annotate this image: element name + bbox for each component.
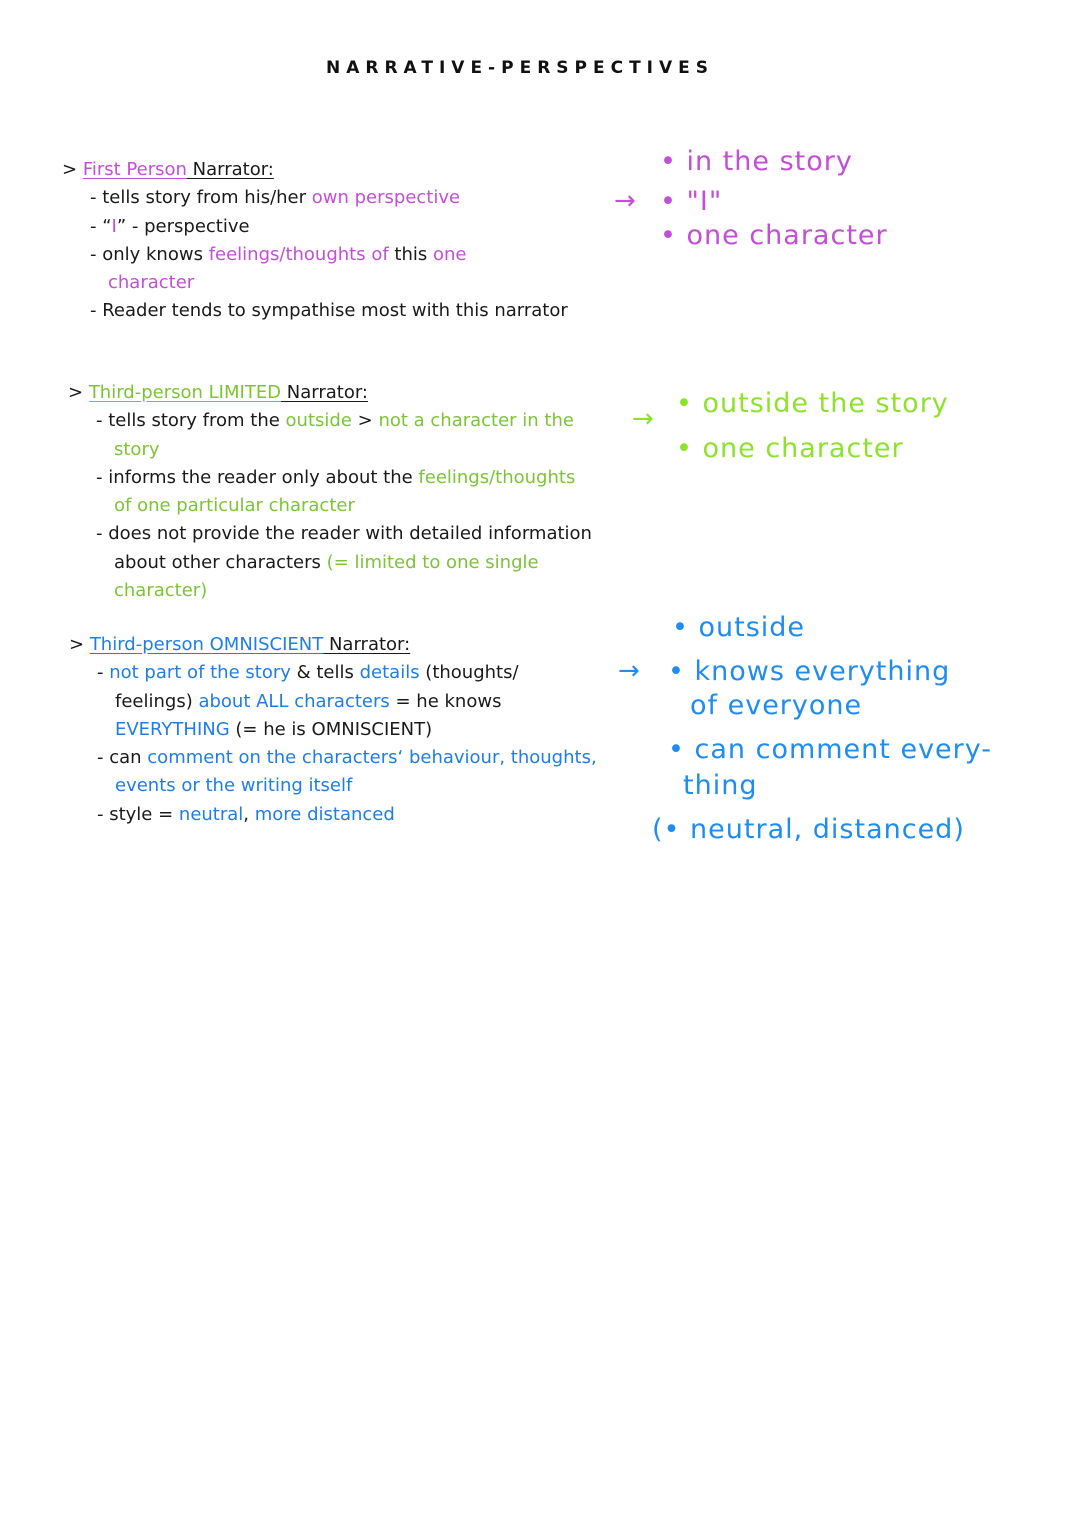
list-item-continued: character) — [114, 580, 208, 602]
heading-marker: > — [62, 159, 83, 180]
heading-suffix: Narrator: — [323, 634, 411, 655]
list-item: - can comment on the characters‘ behaviour, thoughts, — [97, 747, 597, 769]
list-item: - informs the reader only about the feelings/thoughts — [96, 466, 576, 488]
heading-suffix: Narrator: — [186, 159, 274, 180]
heading-marker: > — [68, 382, 89, 403]
list-item: - only knows feelings/thoughts of this one — [90, 243, 467, 265]
note-knows-everything: • knows everything — [668, 656, 951, 687]
list-item: - Reader tends to sympathise most with this narrator — [90, 300, 568, 322]
list-item: - tells story from the outside > not a character in the — [96, 410, 574, 432]
arrow-icon: → — [632, 404, 654, 434]
limited-section — [68, 379, 592, 605]
arrow-icon: → — [614, 186, 636, 216]
omniscient-heading — [69, 631, 597, 659]
arrow-icon: → — [618, 656, 640, 686]
note-i: • "I" — [660, 186, 723, 217]
note-one-character: • one character — [676, 433, 904, 464]
list-item: - does not provide the reader with detailed information — [96, 523, 592, 545]
note-outside: • outside — [672, 612, 806, 643]
list-item-continued: character — [108, 272, 195, 294]
list-item: - style = neutral, more distanced — [97, 803, 395, 825]
note-one-character: • one character — [660, 220, 888, 251]
list-item-continued: about other characters (= limited to one single — [114, 551, 539, 573]
heading-term: First Person — [82, 159, 187, 180]
note-neutral-distanced: (• neutral, distanced) — [652, 814, 965, 845]
list-item-continued: events or the writing itself — [115, 775, 353, 797]
list-item-continued: EVERYTHING (= he is OMNISCIENT) — [115, 718, 433, 740]
heading-term: Third-person LIMITED — [88, 382, 282, 403]
note-thing: thing — [683, 770, 758, 801]
heading-term: Third-person OMNISCIENT — [89, 634, 324, 655]
list-item-continued: feelings) about ALL characters = he knows — [115, 690, 502, 712]
heading-marker: > — [69, 634, 90, 655]
list-item-continued: of one particular character — [114, 495, 355, 517]
note-can-comment: • can comment every- — [668, 734, 993, 765]
heading-suffix: Narrator: — [281, 382, 368, 403]
note-of-everyone: of everyone — [690, 690, 863, 721]
list-item-continued: story — [114, 438, 160, 460]
list-item: - not part of the story & tells details (thoughts/ — [97, 662, 519, 684]
first-person-section — [62, 156, 568, 326]
omniscient-section — [69, 631, 597, 829]
note-outside-the-story: • outside the story — [676, 388, 949, 419]
limited-heading — [68, 379, 592, 407]
page-title: NARRATIVE-PERSPECTIVES — [325, 58, 715, 78]
note-in-the-story: • in the story — [660, 146, 853, 177]
first-person-heading — [62, 156, 568, 184]
list-item: - “I” - perspective — [90, 215, 250, 237]
list-item: - tells story from his/her own perspective — [90, 187, 461, 209]
